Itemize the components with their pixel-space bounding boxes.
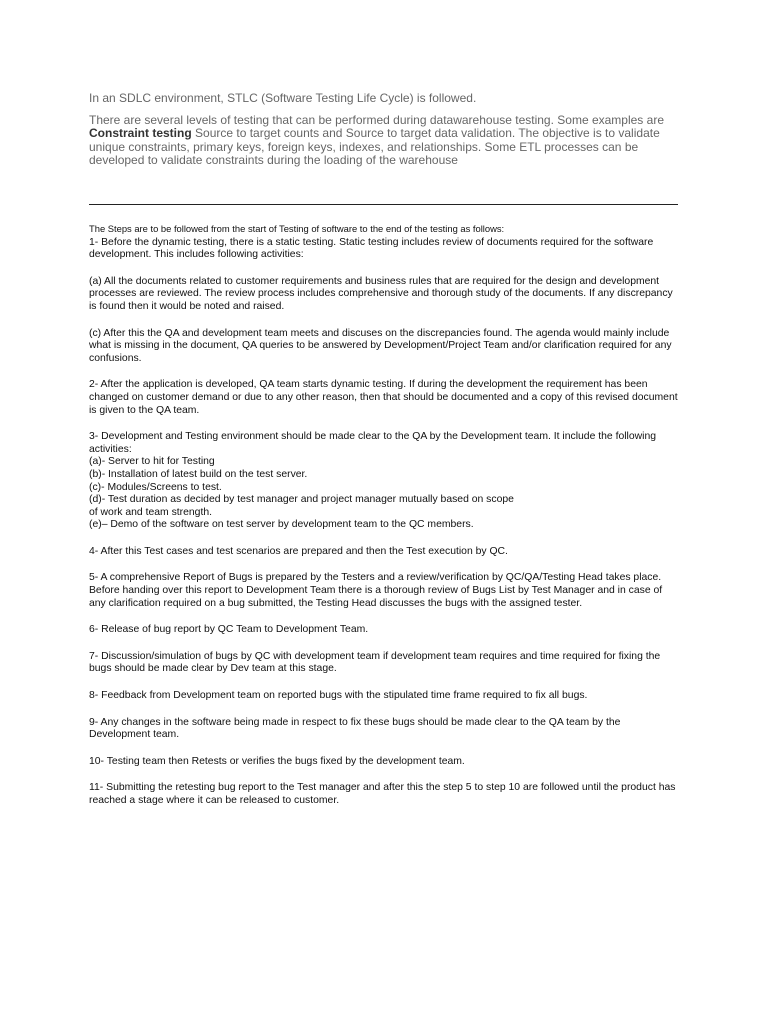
step-4: 4- After this Test cases and test scenarios are prepared and then the Test execution by QC. — [89, 545, 508, 557]
step-3-item-a: (a)- Server to hit for Testing — [89, 456, 215, 468]
constraint-testing-term: Constraint testing — [89, 126, 192, 140]
step-2: 2- After the application is developed, QA team starts dynamic testing. If during the development the requirement has been changed on customer demand or due to any other reason, then that should be documented and a copy of this revised document is given to the QA team. — [89, 379, 678, 416]
intro-paragraph-1: In an SDLC environment, STLC (Software Testing Life Cycle) is followed. — [89, 91, 477, 105]
step-8: 8- Feedback from Development team on reported bugs with the stipulated time frame required to fix all bugs. — [89, 690, 588, 702]
step-1c: (c) After this the QA and development team meets and discuses on the discrepancies found. The agenda would mainly include what is missing in the document, QA queries to be answered by Development/Project Team and/or clarification required for any confusions. — [89, 327, 672, 364]
steps-section — [89, 223, 679, 808]
section-divider — [89, 204, 678, 205]
step-3-item-e: (e)– Demo of the software on test server by development team to the QC members. — [89, 519, 474, 531]
step-7: 7- Discussion/simulation of bugs by QC with development team if development team requires and time required for fixing the bugs should be made clear by Dev team at this stage. — [89, 650, 661, 675]
intro-section — [89, 92, 679, 168]
intro-paragraph-2 — [89, 114, 679, 168]
step-3-item-d-continued: of work and team strength. — [89, 506, 213, 518]
intro-text-end: Source to target counts and Source to target data validation. The objective is to validate unique constraints, primary keys, foreign keys, indexes, and relationships. Some ETL processes can be developed to validate constraints during the loading of the warehouse — [89, 126, 660, 167]
step-3-item-c: (c)- Modules/Screens to test. — [89, 481, 222, 493]
step-1a: (a) All the documents related to customer requirements and business rules that are required for the design and development processes are reviewed. The review process includes comprehensive and thorough study of the documents. If any discrepancy is found then it would be noted and raised. — [89, 275, 673, 312]
step-5: 5- A comprehensive Report of Bugs is prepared by the Testers and a review/verification by QC/QA/Testing Head takes place. Before handing over this report to Development Team there is a thorough review of Bugs List by Test Manager and in case of any clarification required on a bug submitted, the Testing Head discusses the bugs with the assigned tester. — [89, 572, 663, 609]
step-1: 1- Before the dynamic testing, there is a static testing. Static testing includes review of documents required for the software development. This includes following activities: — [89, 236, 654, 261]
step-11: 11- Submitting the retesting bug report to the Test manager and after this the step 5 to step 10 are followed until the product has reached a stage where it can be released to customer. — [89, 782, 676, 806]
steps-heading: The Steps are to be followed from the start of Testing of software to the end of the testing as follows: — [89, 223, 505, 234]
intro-text-start: There are several levels of testing that can be performed during datawarehouse testing. Some examples are — [89, 112, 664, 127]
step-9: 9- Any changes in the software being made in respect to fix these bugs should be made clear to the QA team by the Development team. — [89, 716, 621, 741]
step-3-item-d: (d)- Test duration as decided by test manager and project manager mutually based on scope — [89, 494, 514, 506]
step-6: 6- Release of bug report by QC Team to Development Team. — [89, 624, 369, 636]
step-3-item-b: (b)- Installation of latest build on the test server. — [89, 468, 308, 480]
step-3: 3- Development and Testing environment should be made clear to the QA by the Development team. It include the following activities: — [89, 431, 657, 455]
step-10: 10- Testing team then Retests or verifies the bugs fixed by the development team. — [89, 755, 465, 767]
